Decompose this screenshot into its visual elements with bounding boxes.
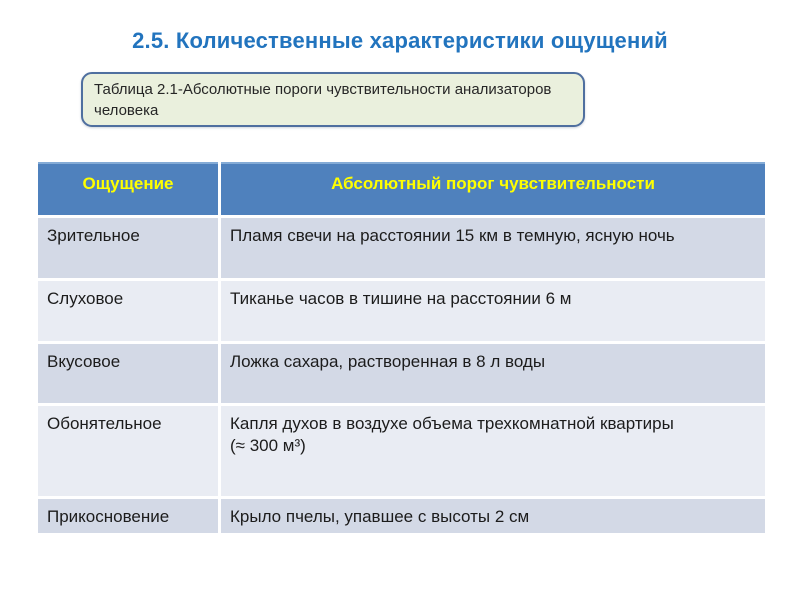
row-touch-sensation: Прикосновение [38,499,218,533]
row-smell-threshold [221,406,765,496]
row-smell-sensation: Обонятельное [38,406,218,496]
row-smell-threshold-line1: Капля духов в воздухе объема трехкомнатной квартиры [230,414,674,433]
column-header-threshold: Абсолютный порог чувствительности [221,162,765,215]
row-visual-sensation: Зрительное [38,218,218,278]
row-auditory-threshold: Тиканье часов в тишине на расстоянии 6 м [221,281,765,341]
row-visual-threshold: Пламя свечи на расстоянии 15 км в темную, ясную ночь [221,218,765,278]
column-header-sensation: Ощущение [38,162,218,215]
row-taste-threshold: Ложка сахара, растворенная в 8 л воды [221,344,765,403]
table-caption-callout [81,72,585,127]
row-smell-threshold-line2: (≈ 300 м³) [230,436,306,455]
row-touch-threshold: Крыло пчелы, упавшее с высоты 2 см [221,499,765,533]
table-caption-text: Таблица 2.1-Абсолютные пороги чувствительности анализаторов человека [94,81,552,119]
sensation-thresholds-table [38,162,765,533]
page-title: 2.5. Количественные характеристики ощущений [132,28,668,53]
row-auditory-sensation: Слуховое [38,281,218,341]
row-taste-sensation: Вкусовое [38,344,218,403]
